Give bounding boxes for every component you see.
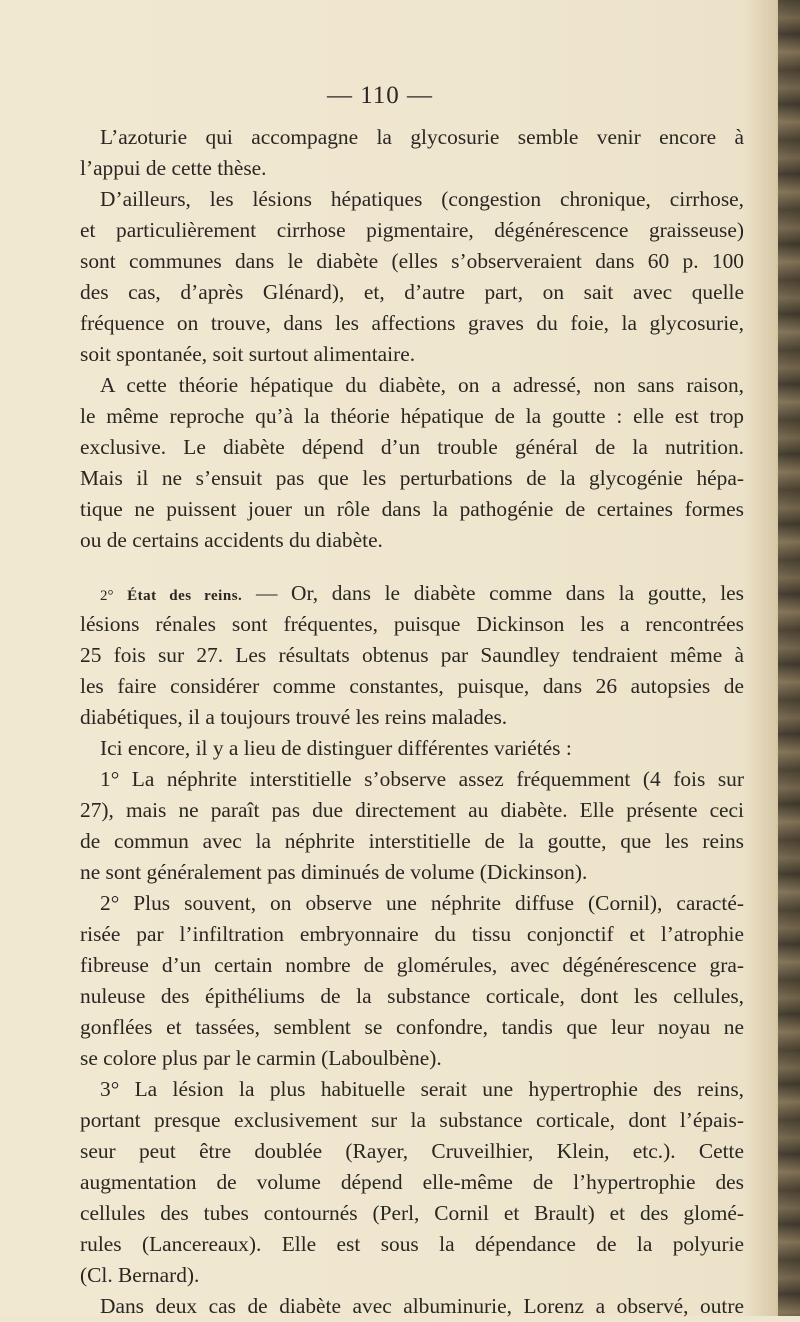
text-line: (Cl. Bernard). <box>80 1263 200 1287</box>
section-heading: État des reins. <box>127 588 243 604</box>
text-line: Mais il ne s’ensuit pas que les perturbations de la glycogénie hépa- <box>80 466 744 490</box>
section-first-line: — Or, dans le diabète comme dans la goutte, les <box>255 581 744 605</box>
text-line: fréquence on trouve, dans les affections graves du foie, la glycosurie, <box>80 311 744 335</box>
text-line: Ici encore, il y a lieu de distinguer différentes variétés : <box>100 736 572 760</box>
text-line: augmentation de volume dépend elle-même de l’hypertrophie des <box>80 1170 744 1194</box>
text-line: 1° La néphrite interstitielle s’observe assez fréquemment (4 fois sur <box>100 767 744 791</box>
text-line: 27), mais ne paraît pas due directement au diabète. Elle présente ceci <box>80 798 744 822</box>
text-line: D’ailleurs, les lésions hépatiques (congestion chronique, cirrhose, <box>100 187 744 211</box>
text-line: ou de certains accidents du diabète. <box>80 528 383 552</box>
text-line: cellules des tubes contournés (Perl, Cornil et Brault) et des glomé- <box>80 1201 744 1225</box>
text-line: l’appui de cette thèse. <box>80 156 267 180</box>
text-line: diabétiques, il a toujours trouvé les reins malades. <box>80 705 508 729</box>
text-line: A cette théorie hépatique du diabète, on a adressé, non sans raison, <box>100 373 744 397</box>
text-line: sont communes dans le diabète (elles s’observeraient dans 60 p. 100 <box>80 249 744 273</box>
text-line: tique ne puissent jouer un rôle dans la pathogénie de certaines formes <box>80 497 744 521</box>
text-line: L’azoturie qui accompagne la glycosurie semble venir encore à <box>100 125 744 149</box>
page-number: — 110 — <box>326 82 434 109</box>
text-line: ne sont généralement pas diminués de volume (Dickinson). <box>80 860 588 884</box>
text-line: des cas, d’après Glénard), et, d’autre part, on sait avec quelle <box>80 280 744 304</box>
text-line: lésions rénales sont fréquentes, puisque Dickinson les a rencontrées <box>80 612 744 636</box>
text-line: fibreuse d’un certain nombre de glomérules, avec dégénérescence gra- <box>80 953 744 977</box>
text-line: 3° La lésion la plus habituelle serait une hypertrophie des reins, <box>100 1077 744 1101</box>
text-line: portant presque exclusivement sur la substance corticale, dont l’épais- <box>80 1108 744 1132</box>
text-line: seur peut être doublée (Rayer, Cruveilhier, Klein, etc.). Cette <box>80 1139 744 1163</box>
text-line: se colore plus par le carmin (Laboulbène). <box>80 1046 442 1070</box>
text-line: exclusive. Le diabète dépend d’un trouble général de la nutrition. <box>80 435 744 459</box>
text-line: de commun avec la néphrite interstitielle de la goutte, que les reins <box>80 829 744 853</box>
text-line: Dans deux cas de diabète avec albuminurie, Lorenz a observé, outre <box>100 1294 744 1318</box>
text-line: 25 fois sur 27. Les résultats obtenus par Saundley tendraient même à <box>80 643 744 667</box>
section-gap <box>80 556 744 578</box>
book-binding-edge <box>778 0 800 1316</box>
text-line: soit spontanée, soit surtout alimentaire. <box>80 342 416 366</box>
text-line: gonflées et tassées, semblent se confondre, tandis que leur noyau ne <box>80 1015 744 1039</box>
text-line: risée par l’infiltration embryonnaire du tissu conjonctif et l’atrophie <box>80 922 744 946</box>
text-line: 2° Plus souvent, on observe une néphrite diffuse (Cornil), caracté- <box>100 891 744 915</box>
text-line: les faire considérer comme constantes, puisque, dans 26 autopsies de <box>80 674 744 698</box>
text-line: le même reproche qu’à la théorie hépatique de la goutte : elle est trop <box>80 404 744 428</box>
body-text <box>80 122 744 1322</box>
text-line: rules (Lancereaux). Elle est sous la dépendance de la polyurie <box>80 1232 744 1256</box>
text-line: nuleuse des épithéliums de la substance corticale, dont les cellules, <box>80 984 744 1008</box>
section-number: 2° <box>100 588 114 604</box>
text-line: et particulièrement cirrhose pigmentaire, dégénérescence graisseuse) <box>80 218 744 242</box>
section-heading-line <box>80 578 744 609</box>
